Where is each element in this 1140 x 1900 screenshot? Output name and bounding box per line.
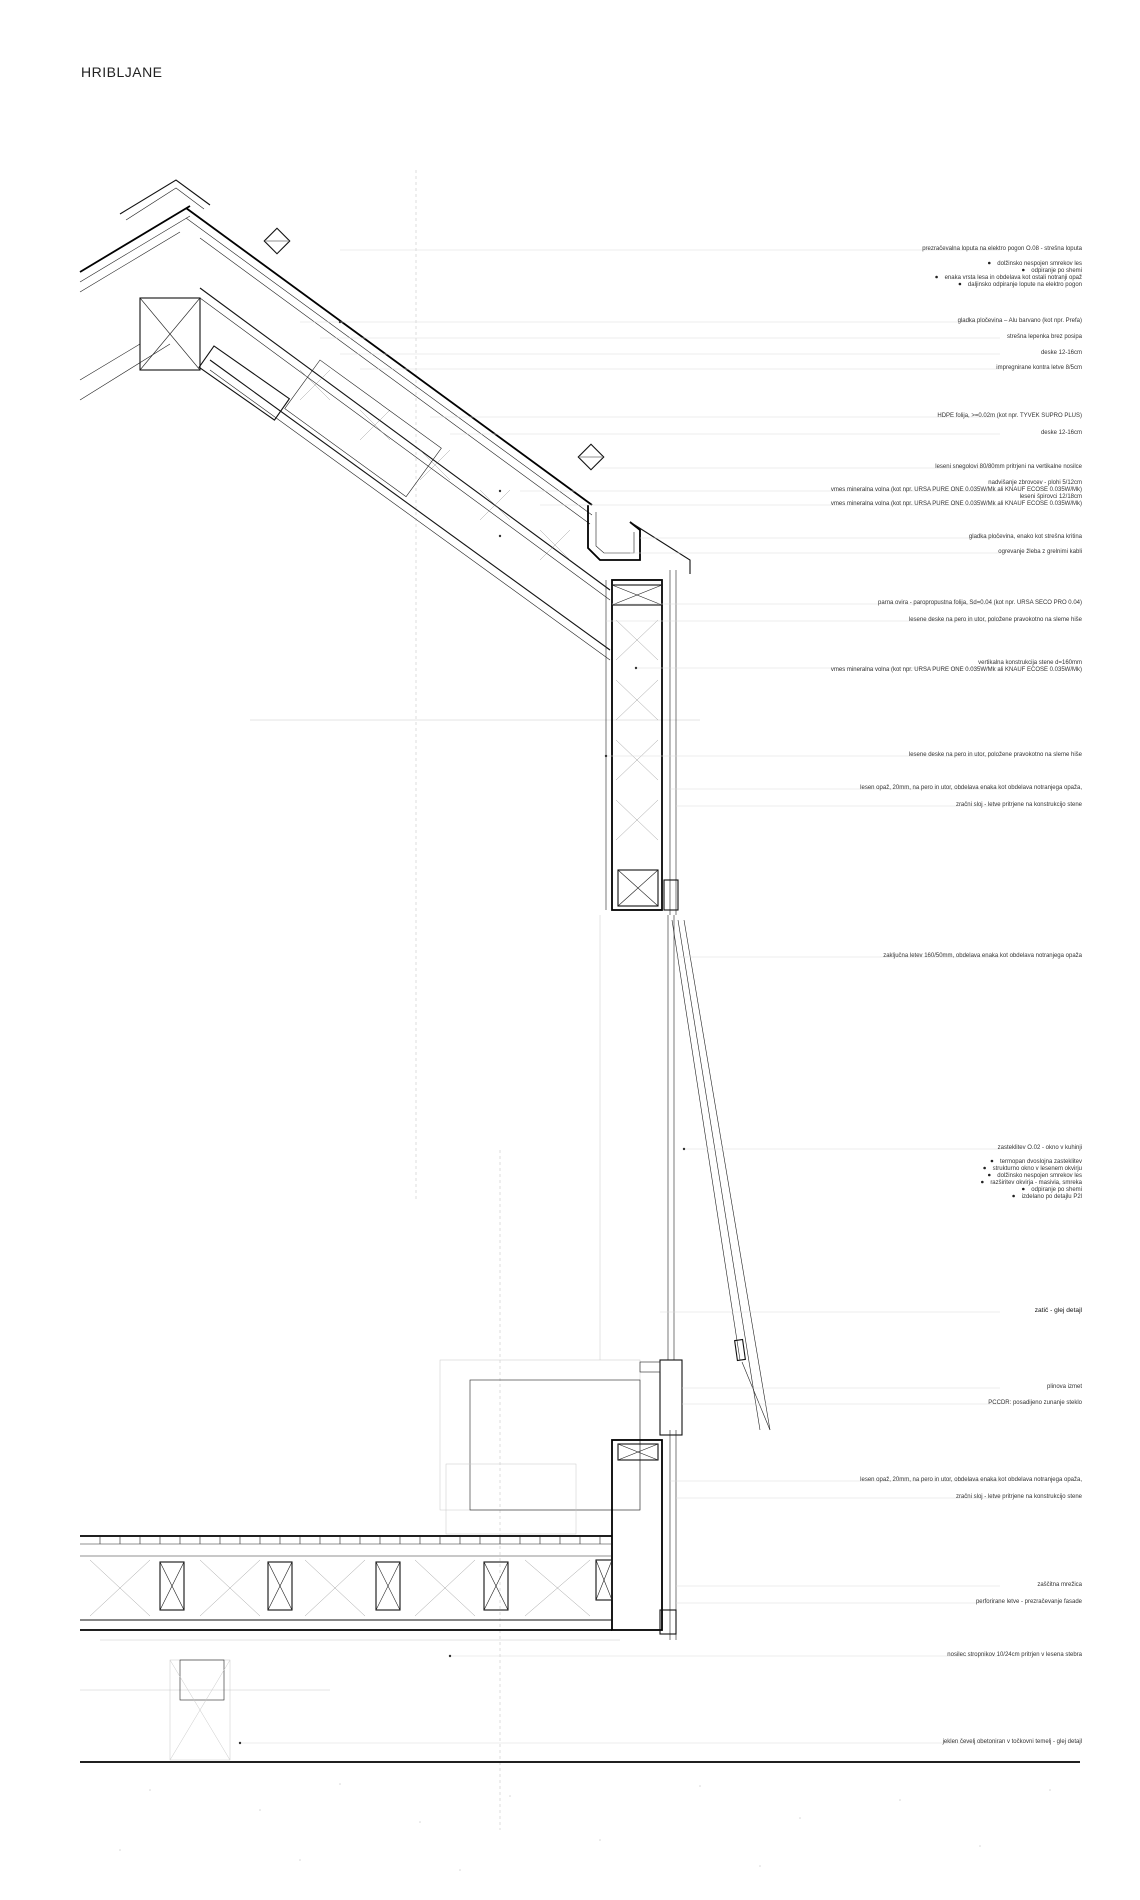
annotation-label: PCCDR: posadijeno zunanje steklo	[988, 1400, 1082, 1406]
annotation-label: strešna lepenka brez posipa	[1006, 334, 1082, 340]
annotation-label: plinova izmet	[1046, 1384, 1082, 1390]
annotation-list	[831, 246, 1083, 1745]
annotation-label: lesen opaž, 20mm, na pero in utor, obdelava enaka kot obdelava notranjega opaža,	[860, 1477, 1082, 1483]
annotation-label: parna ovira - paropropustna folija, Sd=0.04 (kot npr. URSA SECO PRO 0.04)	[878, 600, 1082, 606]
bullet-marker	[935, 276, 938, 279]
upper-wall-section	[606, 570, 678, 915]
annotation-label: zračni sloj - letve pritrjene na konstrukcijo stene	[955, 1494, 1082, 1500]
annotation-label: deske 12-16cm	[1040, 350, 1082, 356]
annotation-label: lesen opaž, 20mm, na pero in utor, obdelava enaka kot obdelava notranjega opaža,	[860, 785, 1082, 791]
roof-section	[80, 180, 690, 660]
bullet-marker	[1012, 1195, 1015, 1198]
page-title: HRIBLJANE	[81, 64, 163, 80]
annotation-label: dolžinsko nespojen smrekov les	[997, 261, 1082, 267]
annotation-label: leseni špirovci 12/18cm	[1019, 494, 1082, 500]
annotation-label: izdelano po detajlu P2l	[1021, 1194, 1082, 1200]
bullet-marker	[981, 1181, 984, 1184]
annotation-label: lesene deske na pero in utor, položene pravokotno na sleme hiše	[908, 617, 1082, 623]
annotation-label: razširitev okvirja - masivia, smreka	[990, 1180, 1082, 1186]
annotation-label: enaka vrsta lesa in obdelava kot ostali notranji opaž	[944, 275, 1082, 281]
annotation-label: nosilec stropnikov 10/24cm pritrjen v lesena stebra	[947, 1652, 1082, 1658]
annotation-label: dolžinsko nespojen smrekov les	[997, 1173, 1082, 1179]
bullet-marker	[1022, 1188, 1025, 1191]
annotation-label: prezračevalna loputa na elektro pogon O.08 - strešna loputa	[922, 246, 1082, 252]
lower-wall-floor-section	[80, 1360, 1080, 1762]
annotation-label: lesene deske na pero in utor, položene pravokotno na sleme hiše	[908, 752, 1082, 758]
annotation-label: odpiranje po shemi	[1031, 1187, 1082, 1193]
annotation-label: odpiranje po shemi	[1031, 268, 1082, 274]
leader-lines	[239, 250, 1000, 1744]
annotation-label: zaščitna mrežica	[1037, 1582, 1082, 1588]
soil-texture	[119, 1783, 1051, 1871]
bullet-marker	[988, 1174, 991, 1177]
annotation-label: leseni snegolovi 80/80mm pritrjeni na vertikalne nosilce	[935, 464, 1082, 470]
annotation-label: strukturno okno v lesenem okvirju	[992, 1166, 1082, 1172]
annotation-label: vmes mineralna volna (kot npr. URSA PURE ONE 0.035W/Mk ali KNAUF ECOSE 0.035W/Mk)	[830, 487, 1082, 493]
annotation-label: vmes mineralna volna (kot npr. URSA PURE ONE 0.035W/Mk ali KNAUF ECOSE 0.035W/Mk)	[830, 667, 1082, 673]
bullet-marker	[959, 283, 962, 286]
bullet-marker	[983, 1167, 986, 1170]
bullet-marker	[991, 1160, 994, 1163]
annotation-label: vmes mineralna volna (kot npr. URSA PURE ONE 0.035W/Mk ali KNAUF ECOSE 0.035W/Mk)	[830, 501, 1082, 507]
annotation-label: vertikalna konstrukcija stene d=160mm	[978, 660, 1082, 666]
annotation-label: deske 12-16cm	[1040, 430, 1082, 436]
annotation-label: termopan dvoslojna zasteklitev	[999, 1159, 1082, 1165]
annotation-label: perforirane letve - prezračevanje fasade	[975, 1599, 1082, 1605]
window-glazing-section	[600, 915, 770, 1430]
annotation-label: zaključna letev 160/50mm, obdelava enaka kot obdelava notranjega opaža	[883, 953, 1082, 959]
construction-guides	[80, 170, 700, 1830]
annotation-label: ogrevanje žleba z grelnimi kabli	[998, 549, 1082, 555]
bullet-marker	[1022, 269, 1025, 272]
annotation-label: gladka pločevina, enako kot strešna kritina	[968, 534, 1082, 540]
annotation-label: zračni sloj - letve pritrjene na konstrukcijo stene	[955, 802, 1082, 808]
annotation-label: HDPE folija, >=0.02m (kot npr. TYVEK SUPRO PLUS)	[937, 413, 1082, 419]
annotation-label: nadvišanje zbrovcev - plohi 5/12cm	[988, 480, 1082, 486]
annotation-label: gladka pločevina – Alu barvano (kot npr. Prefa)	[957, 318, 1082, 324]
annotation-label: jeklen čevelj obetoniran v točkovni temelj - glej detajl	[942, 1739, 1082, 1745]
annotation-label: zatič - glej detajl	[1034, 1307, 1082, 1314]
annotation-label: impregnirane kontra letve 8/5cm	[996, 365, 1082, 371]
annotation-label: zasteklitev O.02 - okno v kuhinji	[997, 1145, 1082, 1151]
annotation-label: daljinsko odpiranje lopute na elektro pogon	[967, 282, 1082, 288]
bullet-marker	[988, 262, 991, 265]
